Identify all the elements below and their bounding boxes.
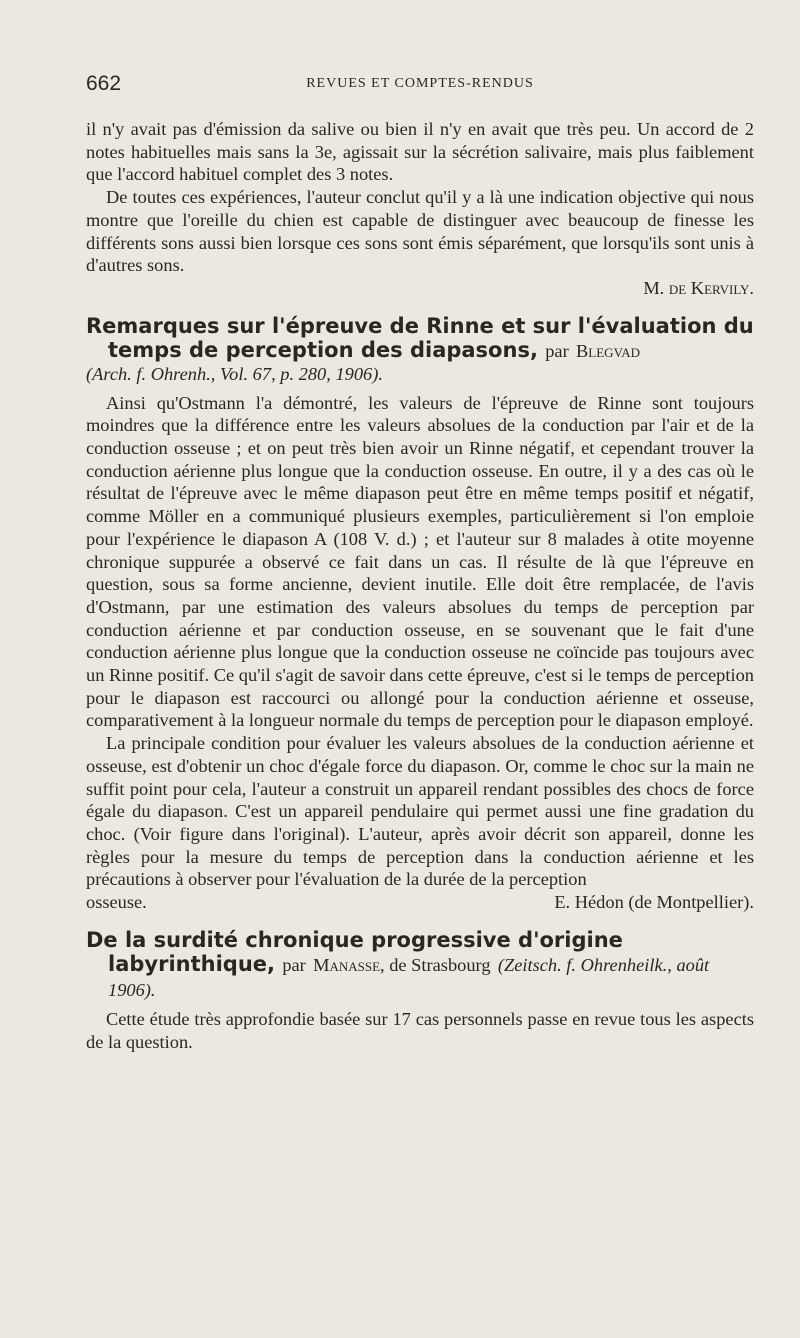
running-head: REVUES ET COMPTES-RENDUS — [306, 76, 534, 91]
article1-signature: E. Hédon (de Montpellier). — [554, 892, 754, 913]
article2-source-pre: , de Strasbourg — [380, 954, 491, 975]
intro-paragraph-2-text: De toutes ces expériences, l'auteur conclut qu'il y a là une indication objective qui nous montre que l'oreille du chien est capable de distinguer avec beaucoup de finesse les différents sons aussi bien lorsque ces sons sont émis séparément, que lorsqu'ils sont unis à d'autres sons. — [86, 187, 754, 276]
article1-source — [86, 363, 754, 386]
article2-heading — [86, 928, 754, 1002]
intro-paragraph-1: il n'y avait pas d'émission da salive ou bien il n'y en avait que très peu. Un accord de 2 notes habituelles mais sans la 3e, agissait sur la sécrétion salivaire, mais plus faiblement que l'accord habituel complet des 3 notes. — [86, 119, 754, 185]
article1-by: par — [545, 340, 569, 361]
article1-author: Blegvad — [576, 340, 641, 361]
article1-paragraph-2: La principale condition pour évaluer les valeurs absolues de la conduction aérienne et osseuse, est d'obtenir un choc d'égale force du diapason. Or, comme le choc sur la main ne suffit point pour cela, l'auteur a construit un appareil rendant possibles des chocs de force égale du diapason. C'est un appareil pendulaire qui permet aussi une fine gradation du choc. (Voir figure dans l'original). L'auteur, après avoir décrit son appareil, donne les règles pour la mesure du temps de perception dans la conduction aérienne et les précautions à observer pour l'évaluation de la durée de la perception — [86, 733, 754, 890]
page-header — [86, 72, 754, 102]
intro-paragraph-2 — [86, 186, 754, 277]
page-number: 662 — [86, 72, 122, 95]
article2-by: par — [282, 954, 306, 975]
article2-source: (Zeitsch. f. Ohrenheilk., août 1906). — [108, 954, 710, 1000]
article1-last-word: osseuse. — [86, 892, 147, 913]
article2-title: De la surdité chronique progressive d'origine labyrinthique, — [86, 927, 623, 976]
article2-paragraph-1: Cette étude très approfondie basée sur 17 cas personnels passe en revue tous les aspects de la question. — [86, 1008, 754, 1052]
article1-signature-line — [86, 891, 754, 914]
intro-signature-line — [86, 277, 754, 300]
article1-source-text: (Arch. f. Ohrenh., Vol. 67, p. 280, 1906). — [86, 363, 383, 384]
page-body — [86, 118, 754, 1053]
intro-signature: M. de Kervily. — [643, 277, 754, 298]
article1-heading — [86, 314, 754, 386]
article1-title: Remarques sur l'épreuve de Rinne et sur l'évaluation du temps de perception des diapasons, — [86, 313, 754, 362]
article1-paragraph-1: Ainsi qu'Ostmann l'a démontré, les valeurs de l'épreuve de Rinne sont toujours moindres que la différence entre les valeurs absolues de la conduction par l'air et de la conduction osseuse ; et on peut très bien avoir un Rinne négatif, et cependant trouver la conduction aérienne plus longue que la conduction osseuse. En outre, il y a des cas où le résultat de l'épreuve avec le même diapason peut être en même temps positif et négatif, comme Möller en a communiqué plusieurs exemples, particulièrement si l'on emploie pour l'expérience le diapason A (108 V. d.) ; et l'auteur sur 8 malades à otite moyenne chronique suppurée a observé ce fait dans un cas. Il résulte de là que l'épreuve en question, sous sa forme ancienne, devient inutile. Elle doit être remplacée, de l'avis d'Ostmann, par une estimation des valeurs absolues du temps de perception par conduction aérienne et par conduction osseuse, en se souvenant que le fait d'une conduction aérienne plus longue que la conduction osseuse ne coïncide pas toujours avec un Rinne positif. Ce qu'il s'agit de savoir dans cette épreuve, c'est si le temps de perception pour le diapason est raccourci ou allongé pour la conduction aérienne et osseuse, comparativement à la longueur normale du temps de perception pour le diapason employé. — [86, 392, 754, 731]
article2-author: Manasse — [313, 954, 381, 975]
